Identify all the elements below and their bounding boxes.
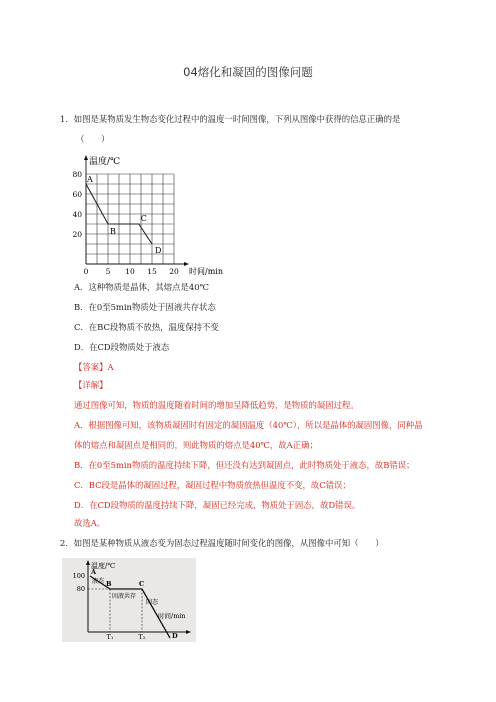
q1-stem: 1．如图是某物质发生物态变化过程中的温度一时间图像，下列从图像中获得的信息正确的是 [60,114,401,124]
q2-stem: 2．如图是某种物质从液态变为固态过程温度随时间变化的图像，从图像中可知（ ） [60,538,384,548]
q1-x-tick: 20 [169,267,179,276]
q1-point-label-a: A [87,175,93,184]
q2-x-tick: T₁ [106,633,114,641]
q2-y-tick: 80 [76,585,85,593]
q1-option-b: B．在0至5min物质处于固液共存状态 [74,302,216,312]
q1-y-tick: 20 [72,230,82,239]
q1-y-axis-arrow [84,155,88,160]
q2-region-label: 液态 [92,578,105,585]
q2-region-label: 固态 [146,599,159,606]
q1-x-axis-label: 时间/min [189,267,223,276]
q1-y-tick: 80 [72,170,82,179]
q1-analysis-line: 通过图像可知，物质的温度随着时间的增加呈降低趋势，是物质的凝固过程。 [74,400,359,410]
q2-point-label: B [106,580,112,588]
q2-y-tick: 100 [72,572,85,580]
q1-option-c: C．在BC段物质不放热，温度保持不变 [74,322,219,332]
q1-point-label-c: C [140,214,147,223]
q2-y-axis-label: 温度/℃ [91,562,116,570]
q1-analysis-conclusion: 故选A。 [74,518,106,528]
q1-y-tick: 40 [72,210,82,219]
q2-graph-background [62,558,196,642]
q2-point-label: C [139,580,145,588]
q1-point-label-d: D [155,246,162,255]
q2-graph [62,558,196,642]
q1-point-label-b: B [110,227,116,236]
q2-point-label: A [91,568,97,576]
q1-x-tick: 15 [147,267,157,276]
q1-answer: 【答案】A [74,362,114,372]
q1-x-tick: 10 [125,267,135,276]
q1-x-tick: 5 [105,267,111,276]
q1-analysis-heading: 【详解】 [74,380,108,390]
q2-region-label: 固液共存 [112,593,137,600]
q2-x-tick: T₂ [138,633,146,641]
q1-option-d: D．在CD段物质处于液态 [74,342,170,352]
q1-graph [62,150,262,280]
q1-option-a: A．这种物质是晶体，其熔点是40℃ [74,282,209,292]
q1-analysis-line: 体的熔点和凝固点是相同的，则此物质的熔点是40℃，故A正确； [74,440,318,450]
q1-analysis-line: B．在0至5min物质的温度持续下降，但还没有达到凝固点，此时物质处于液态，故B错误； [74,460,415,470]
q1-analysis-line: A．根据图像可知，该物质凝固时有固定的凝固温度（40℃），所以是晶体的凝固图像，同种晶 [74,420,423,430]
page-title: 04熔化和凝固的图像问题 [183,65,313,79]
q1-analysis-line: C．BC段是晶体的凝固过程，凝固过程中物质放热但温度不变，故C错误； [74,480,351,490]
q1-x-tick: 0 [83,267,89,276]
q2-point-label: D [172,632,178,640]
q1-y-axis-label: 温度/℃ [89,157,121,167]
q1-analysis-line: D．在CD段物质的温度持续下降，凝固已经完成，物质处于固态，故D错误。 [74,500,361,510]
q1-y-tick: 60 [72,190,82,199]
q1-answer-bracket: （ ） [76,134,110,144]
q2-x-axis-label: 时间/min [158,612,186,620]
q1-x-axis-arrow [184,262,189,266]
